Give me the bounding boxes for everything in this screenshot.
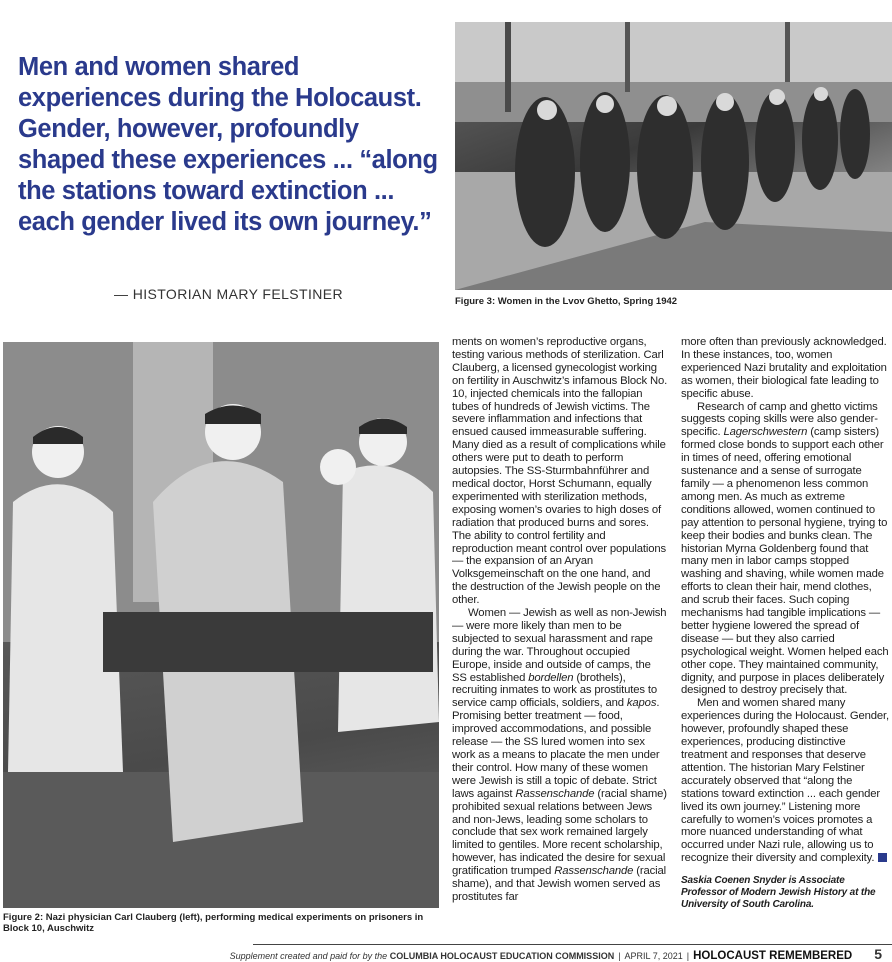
footer-section: HOLOCAUST REMEMBERED [693, 950, 853, 962]
page-number: 5 [874, 946, 882, 962]
figure-3-caption: Figure 3: Women in the Lvov Ghetto, Spring 1942 [455, 296, 678, 307]
figure-3-photo [455, 22, 892, 290]
page-footer: Supplement created and paid for by the COLUMBIA HOLOCAUST EDUCATION COMMISSION | APRIL 7, 2021 | HOLOCAUST REMEMBERED 5 [229, 946, 882, 962]
footer-supplement: Supplement created and paid for by the [229, 951, 388, 961]
article-column-1 [452, 336, 668, 904]
article-paragraph: ments on women’s reproductive organs, testing various methods of sterilization. Carl Clauberg, a licensed gynecologist working on fertility in Auschwitz’s infamous Block No. 10, injected chemicals into the fallopian tubes of hundreds of Jewish victims. The severe inflammation and infections that ensued caused immeasurable suffering. Many died as a result of complications while others were put to death to perform autopsies. The SS-Sturmbahnführer and medical doctor, Horst Schumann, equally experimented with sterilization methods, exposing women’s ovaries to high doses of radiation that produced burns and sores. The ability to control fertility and reproduction meant control over populations — the expansion of an Aryan Volksgemeinschaft on the one hand, and the destruction of the Jewish people on the other. [452, 336, 668, 607]
footer-date: APRIL 7, 2021 [624, 951, 683, 961]
footer-rule [253, 944, 892, 945]
pull-quote: Men and women shared experiences during the Holocaust. Gender, however, profoundly shaped these experiences ... “along the stations toward extinction ... each gender lived its own journey.” [18, 53, 438, 236]
article-paragraph: more often than previously acknowledged. In these instances, too, women experienced Nazi brutality and exploitation as women, their biological fate leading to specific abuse. [681, 336, 887, 400]
article-paragraph: Women — Jewish as well as non-Jewish — were more likely than men to be subjected to sexual harassment and rape during the war. Throughout occupied Europe, inside and outside of camps, the SS established bordellen (brothels), recruiting inmates to work as prostitutes to service camp officials, soldiers, and kapos. Promising better treatment — food, improved accommodations, and possible release — the SS lured women into sex work as a means to placate the men under their control. How many of these women were Jewish is still a topic of debate. Strict laws against Rassenschande (racial shame) prohibited sexual relations between Jews and non-Jews, leading some scholars to conclude that sex work remained largely limited to gentiles. More recent scholarship, however, has indicated the desire for sexual gratification trumped Rassenschande (racial shame), and that Jewish women served as prostitutes far [452, 607, 667, 903]
article-paragraph: Research of camp and ghetto victims suggests coping skills were also gender-specific. Lagerschwestern (camp sisters) formed close bonds to support each other in times of need, offering emotional sustenance and a sense of surrogate family — a phenomenon less common among men. As much as extreme conditions allowed, women continued to pay attention to personal hygiene, trying to keep their bodies and bunks clean. The historian Myrna Goldenberg found that many men in labor camps stopped washing and shaving, while women made efforts to clean their hair, mend clothes, and scrub their faces. Such coping mechanisms had tangible implications — better hygiene lowered the spread of disease — but they also carried psychological weight. Women helped each other cope. They maintained community, dignity, and purpose in places deliberately designed to destroy precisely that. [681, 400, 889, 697]
article-paragraph: Men and women shared many experiences during the Holocaust. Gender, however, profoundly shaped these experiences, producing distinctive treatment and responses that deserve attention. The historian Mary Felstiner accurately observed that “along the stations toward extinction ... each gender lived its own journey.” Listening more carefully to women’s voices promotes a more nuanced understanding of what occurred under Nazi rule, allowing us to recognize their diversity and complexity. [681, 697, 889, 865]
end-mark-icon [878, 853, 887, 862]
article-column-2 [681, 336, 889, 911]
figure-2-illustration [3, 342, 439, 908]
figure-2-photo [3, 342, 439, 908]
figure-3-illustration [455, 22, 892, 290]
figure-2-caption: Figure 2: Nazi physician Carl Clauberg (left), performing medical experiments on prisoners in Block 10, Auschwitz [3, 912, 424, 934]
quote-attribution: — HISTORIAN MARY FELSTINER [114, 286, 343, 302]
author-bio: Saskia Coenen Snyder is Associate Professor of Modern Jewish History at the University of South Carolina. [681, 875, 876, 911]
footer-org: COLUMBIA HOLOCAUST EDUCATION COMMISSION [389, 951, 615, 961]
